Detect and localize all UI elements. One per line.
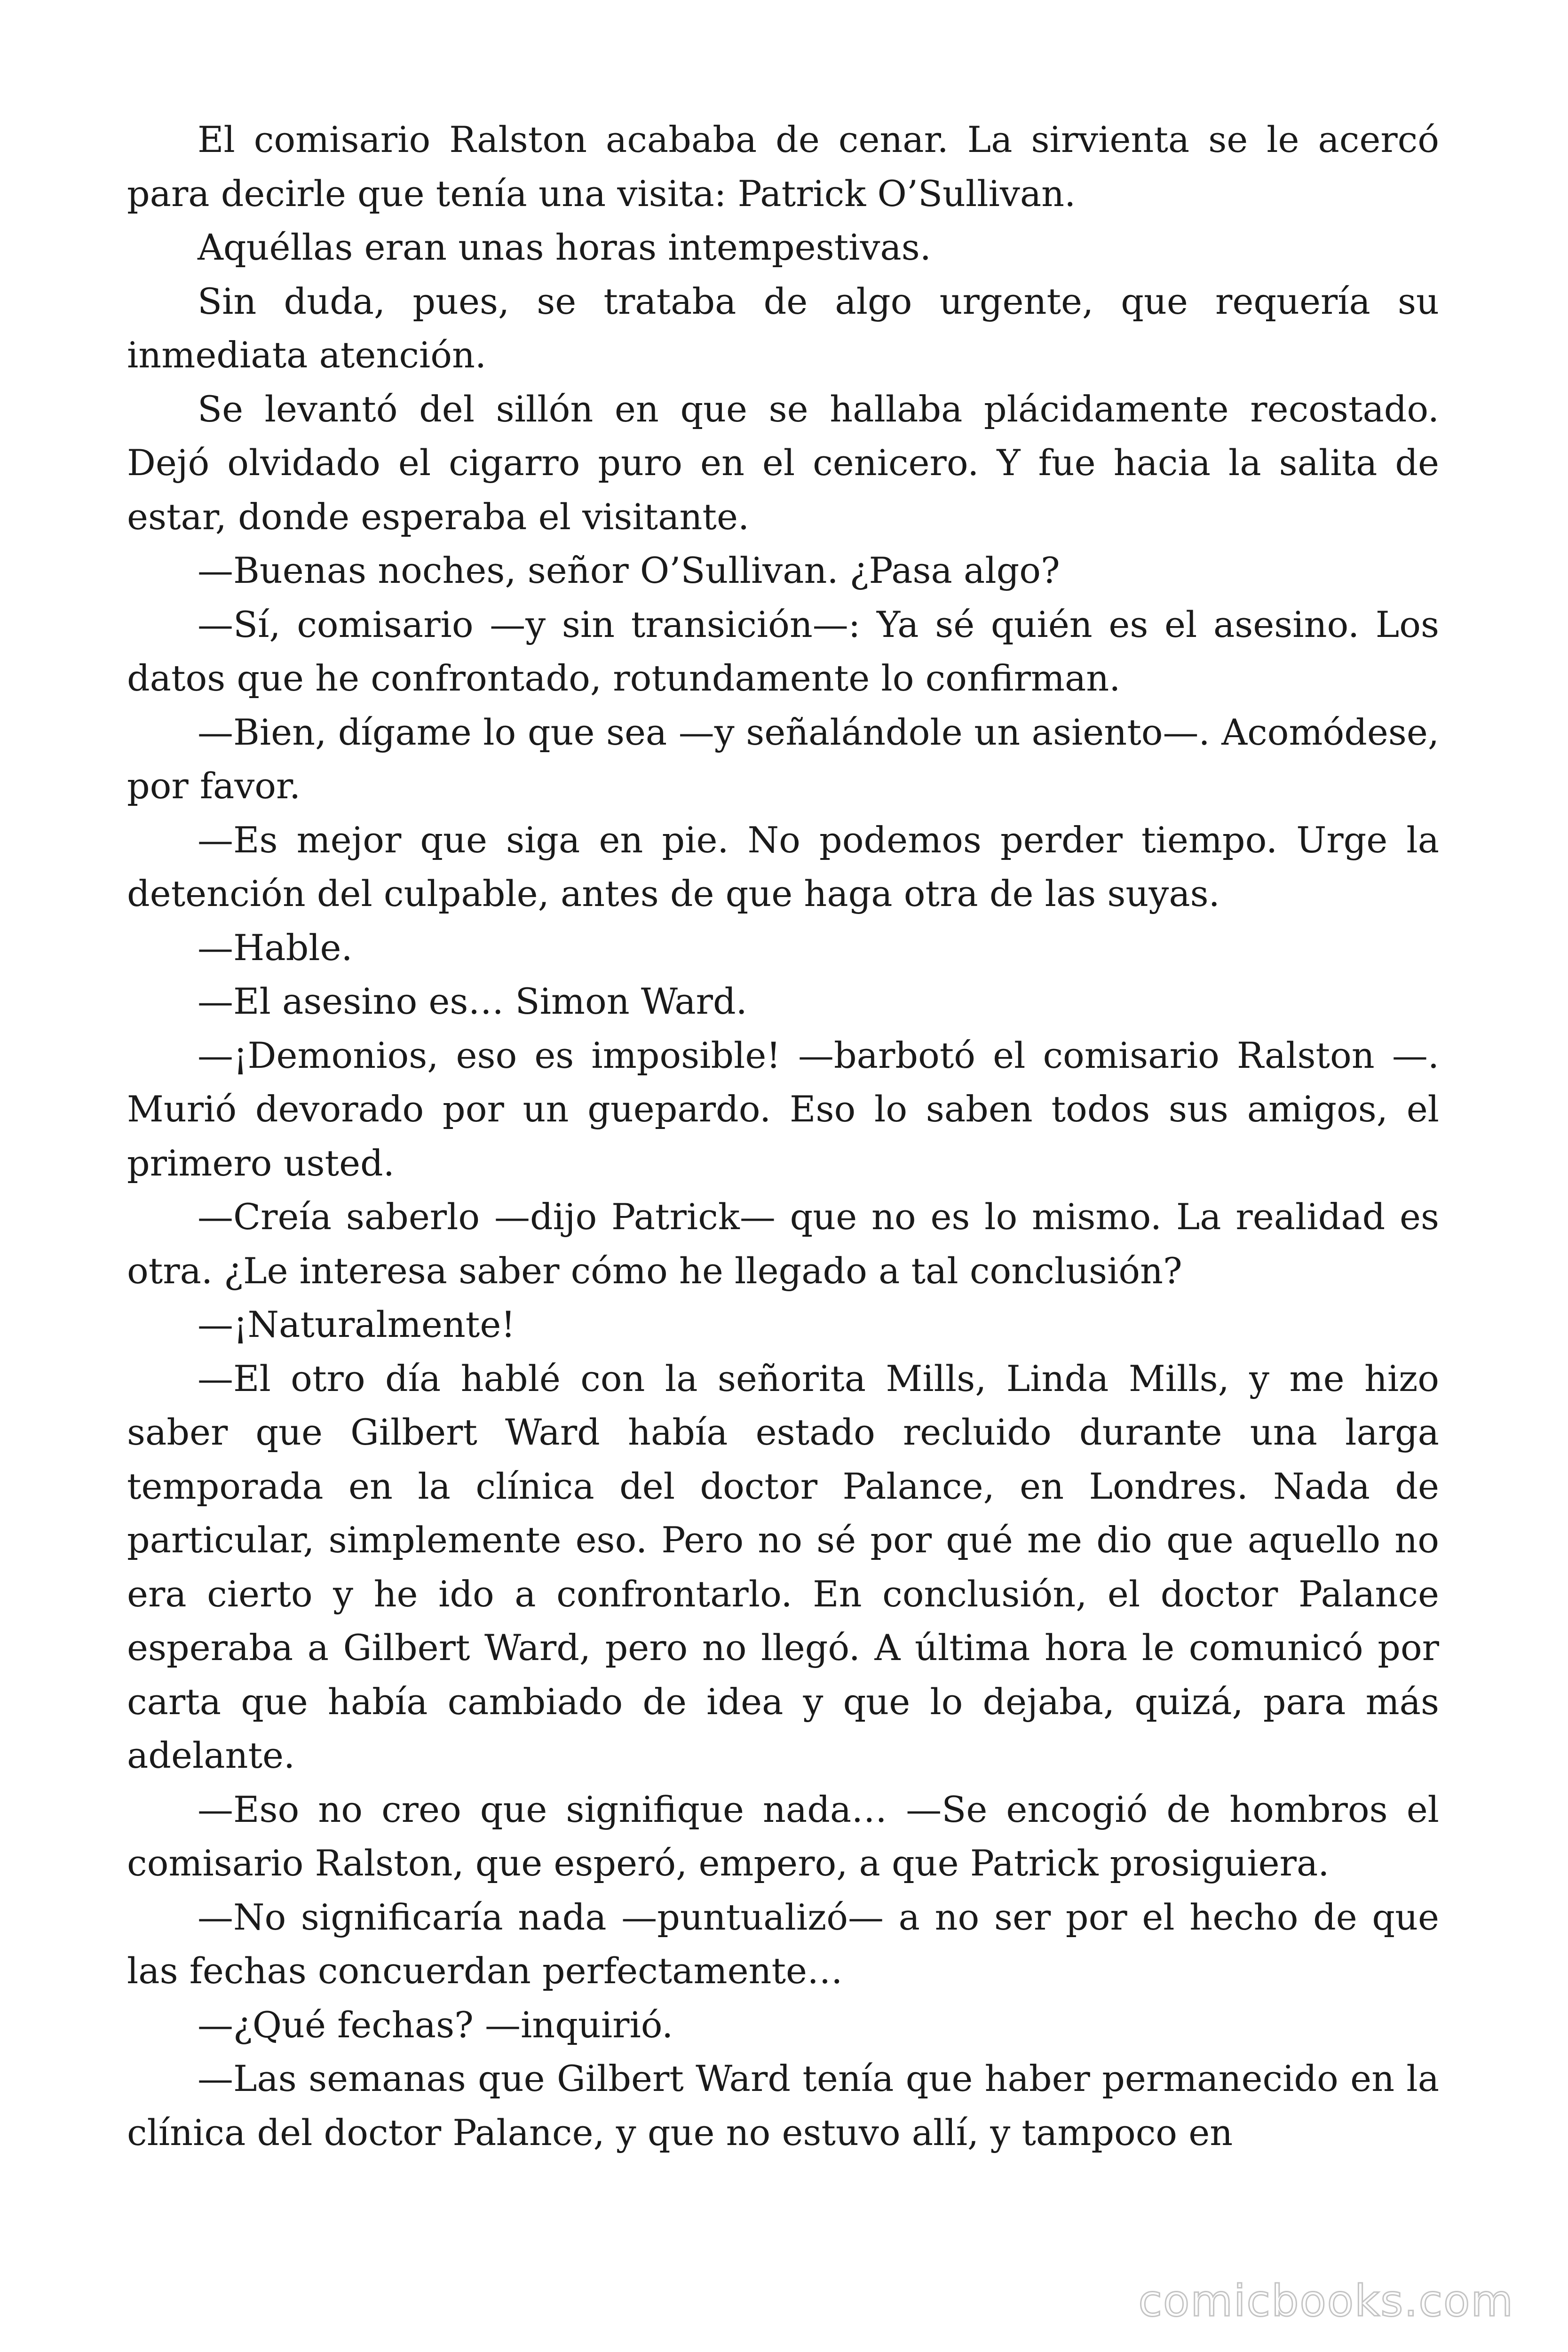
paragraph: —Buenas noches, señor O’Sullivan. ¿Pasa algo? <box>198 549 1060 591</box>
paragraph: —Bien, dígame lo que sea —y señalándole un asiento—. Acomódese, por favor. <box>127 711 1439 807</box>
paragraph: —Las semanas que Gilbert Ward tenía que haber permanecido en la clínica del doctor Palance, y que no estuvo allí, y tampoco en <box>127 2058 1439 2153</box>
paragraph: El comisario Ralston acababa de cenar. La sirvienta se le acercó para decirle que tenía una visita: Patrick O’Sullivan. <box>127 119 1439 215</box>
paragraph: —¡Demonios, eso es imposible! —barbotó el comisario Ralston —. Murió devorado por un guepardo. Eso lo saben todos sus amigos, el primero usted. <box>127 1034 1439 1184</box>
paragraph: —¡Naturalmente! <box>198 1303 515 1345</box>
paragraph: Sin duda, pues, se trataba de algo urgente, que requería su inmediata atención. <box>127 280 1439 376</box>
paragraph: —Creía saberlo —dijo Patrick— que no es lo mismo. La realidad es otra. ¿Le interesa saber cómo he llegado a tal conclusión? <box>127 1196 1439 1292</box>
paragraph: —No significaría nada —puntualizó— a no ser por el hecho de que las fechas concuerdan perfectamente… <box>127 1896 1439 1992</box>
paragraph: —Es mejor que siga en pie. No podemos perder tiempo. Urge la detención del culpable, antes de que haga otra de las suyas. <box>127 818 1439 914</box>
paragraph: Se levantó del sillón en que se hallaba plácidamente recostado. Dejó olvidado el cigarro puro en el cenicero. Y fue hacia la salita de estar, donde esperaba el visitante. <box>127 388 1439 538</box>
paragraph: Aquéllas eran unas horas intempestivas. <box>198 226 931 268</box>
paragraph: —Hable. <box>198 926 353 969</box>
watermark-logo: comicbooks.com <box>1138 2276 1514 2326</box>
paragraph: —El otro día hablé con la señorita Mills, Linda Mills, y me hizo saber que Gilbert Ward había estado recluido durante una larga temporada en la clínica del doctor Palance, en Londres. Nada de particular, simplemente eso. Pero no sé por qué me dio que aquello no era cierto y he ido a confrontarlo. En conclusión, el doctor Palance esperaba a Gilbert Ward, pero no llegó. A última hora le comunicó por carta que había cambiado de idea y que lo dejaba, quizá, para más adelante. <box>127 1357 1439 1776</box>
paragraph: —El asesino es… Simon Ward. <box>198 980 747 1022</box>
paragraph: —¿Qué fechas? —inquirió. <box>198 2003 673 2046</box>
body-text <box>127 113 1439 2160</box>
paragraph: —Eso no creo que signifique nada… —Se encogió de hombros el comisario Ralston, que esperó, empero, a que Patrick prosiguiera. <box>127 1788 1439 1884</box>
paragraph: —Sí, comisario —y sin transición—: Ya sé quién es el asesino. Los datos que he confrontado, rotundamente lo confirman. <box>127 603 1439 699</box>
